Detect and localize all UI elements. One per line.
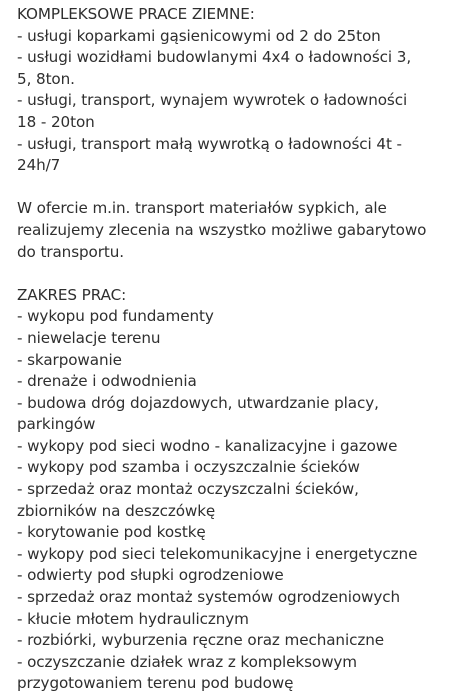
service-line: - usługi wozidłami budowlanymi 4x4 o ładowności 3, bbox=[17, 48, 412, 67]
scope-line: przygotowaniem terenu pod budowę bbox=[17, 674, 294, 693]
offer-line: W ofercie m.in. transport materiałów sypkich, ale bbox=[17, 199, 387, 218]
service-line: - usługi koparkami gąsienicowymi od 2 do 25ton bbox=[17, 26, 381, 45]
scope-line: - skarpowanie bbox=[17, 350, 122, 369]
scope-line: - sprzedaż oraz montaż systemów ogrodzeniowych bbox=[17, 588, 401, 607]
scope-line: - oczyszczanie działek wraz z kompleksowym bbox=[17, 652, 357, 671]
section-heading-earthworks: KOMPLEKSOWE PRACE ZIEMNE: bbox=[17, 5, 255, 23]
service-line: 5, 8ton. bbox=[17, 69, 75, 88]
section-heading-scope: ZAKRES PRAC: bbox=[17, 285, 127, 304]
scope-line: - korytowanie pod kostkę bbox=[17, 523, 206, 542]
offer-line: do transportu. bbox=[17, 242, 124, 261]
scope-line: parkingów bbox=[17, 415, 96, 434]
scope-line: - niewelacje terenu bbox=[17, 328, 161, 347]
paragraph-spacer bbox=[17, 263, 449, 285]
scope-line: - wykopu pod fundamenty bbox=[17, 307, 214, 326]
offer-line: realizujemy zlecenia na wszystko możliwe gabarytowo bbox=[17, 220, 427, 239]
service-line: - usługi, transport małą wywrotką o ładowności 4t - bbox=[17, 134, 402, 153]
scope-line: - sprzedaż oraz montaż oczyszczalni ścieków, bbox=[17, 480, 359, 499]
scope-line: - budowa dróg dojazdowych, utwardzanie placy, bbox=[17, 393, 379, 412]
listing-description bbox=[17, 4, 449, 695]
scope-line: - odwierty pod słupki ogrodzeniowe bbox=[17, 566, 284, 585]
scope-line: - wykopy pod sieci wodno - kanalizacyjne i gazowe bbox=[17, 436, 398, 455]
scope-line: - kłucie młotem hydraulicznym bbox=[17, 609, 249, 628]
paragraph-spacer bbox=[17, 177, 449, 199]
service-line: - usługi, transport, wynajem wywrotek o ładowności bbox=[17, 91, 408, 110]
scope-line: - wykopy pod szamba i oczyszczalnie ścieków bbox=[17, 458, 360, 477]
scope-line: - rozbiórki, wyburzenia ręczne oraz mechaniczne bbox=[17, 631, 384, 650]
scope-line: zbiorników na deszczówkę bbox=[17, 501, 216, 520]
service-line: 24h/7 bbox=[17, 156, 61, 175]
service-line: 18 - 20ton bbox=[17, 112, 95, 131]
scope-line: - wykopy pod sieci telekomunikacyjne i energetyczne bbox=[17, 544, 418, 563]
scope-line: - drenaże i odwodnienia bbox=[17, 372, 197, 391]
